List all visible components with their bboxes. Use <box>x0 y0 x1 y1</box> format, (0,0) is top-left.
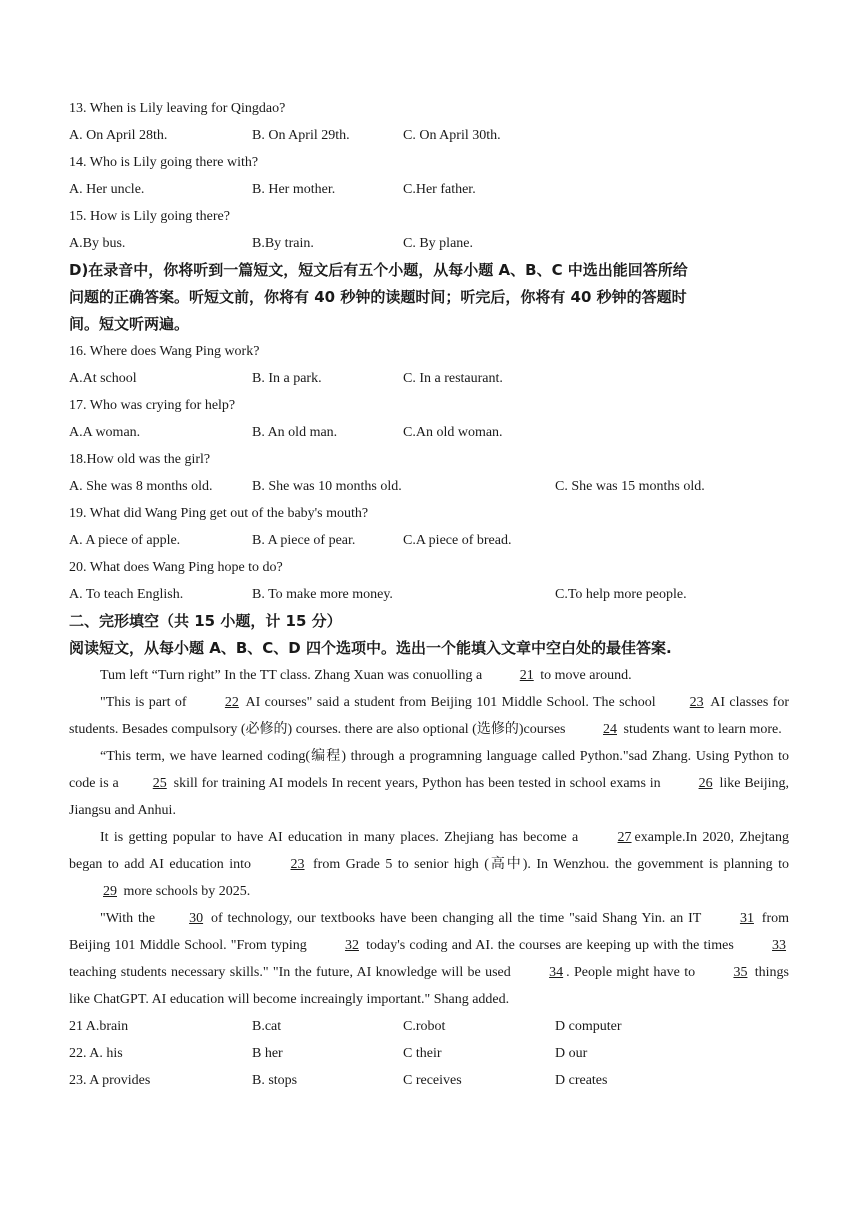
blank-31: 31 <box>739 911 754 926</box>
option-a: 23. A provides <box>69 1073 151 1088</box>
blank-22: 22 <box>224 695 239 710</box>
blank-29: 29 <box>103 884 117 899</box>
question-15 <box>69 203 789 230</box>
blank-27: 27 <box>617 830 632 845</box>
passage-text: like Beijing, Jiangsu and Anhui. <box>69 776 790 818</box>
option-a: A. Her uncle. <box>69 182 145 197</box>
blank-35: 35 <box>733 965 748 980</box>
passage-text: students want to learn more. <box>623 722 782 737</box>
passage-text: example.In 2020, Zhejtang began to add AI education into <box>69 830 790 872</box>
question-text: 14. Who is Lily going there with? <box>69 155 259 170</box>
option-a: A. She was 8 months old. <box>69 479 213 494</box>
option-c: C.robot <box>403 1019 446 1034</box>
cloze-paragraph-2 <box>69 689 789 743</box>
option-c: C.An old woman. <box>403 425 503 440</box>
passage-text: Tum left “Turn right” In the TT class. Zhang Xuan was conuolling a <box>100 668 483 683</box>
question-text: 15. How is Lily going there? <box>69 209 230 224</box>
option-a: A.A woman. <box>69 425 141 440</box>
option-b: B. A piece of pear. <box>252 533 356 548</box>
question-text: 19. What did Wang Ping get out of the baby's mouth? <box>69 506 369 521</box>
question-text: 20. What does Wang Ping hope to do? <box>69 560 283 575</box>
option-a: A. A piece of apple. <box>69 533 181 548</box>
option-b: B her <box>252 1046 283 1061</box>
passage-text: to move around. <box>540 668 632 683</box>
passage-text: AI classes for students. Besades compulsory (必修的) courses. there are also optional (选修的)courses <box>69 695 790 737</box>
blank-25: 25 <box>152 776 167 791</box>
cloze-paragraph-4 <box>69 824 789 905</box>
question-14 <box>69 149 789 176</box>
option-a: 22. A. his <box>69 1046 123 1061</box>
passage-text: “This term, we have learned coding(编程) through a programning language called Python."sad Zhang. Using Python to code is a <box>69 749 789 791</box>
passage-text: more schools by 2025. <box>123 884 251 899</box>
question-17 <box>69 392 789 419</box>
part2-instruction: 阅读短文，从每小题 A、B、C、D 四个选项中。选出一个能填入文章中空白处的最佳答案. <box>69 639 672 657</box>
cloze-paragraph-5 <box>69 905 789 1013</box>
option-a: 21 A.brain <box>69 1019 129 1034</box>
option-c: C receives <box>403 1073 462 1088</box>
question-13 <box>69 95 789 122</box>
options-20 <box>69 581 789 608</box>
blank-21: 21 <box>519 668 534 683</box>
blank-23: 23 <box>689 695 704 710</box>
option-b: B. Her mother. <box>252 182 336 197</box>
question-19 <box>69 500 789 527</box>
options-19 <box>69 527 789 554</box>
blank-24: 24 <box>603 722 617 737</box>
passage-text: from Grade 5 to senior high (高中). In Wenzhou. the govemment is planning to <box>313 857 790 872</box>
option-b: B. On April 29th. <box>252 128 350 143</box>
blank-32: 32 <box>344 938 359 953</box>
options-15 <box>69 230 789 257</box>
passage-text: teaching students necessary skills." "In the future, AI knowledge will be used <box>69 965 511 980</box>
options-21 <box>69 1013 789 1040</box>
part2-title: 二、完形填空（共 15 小题，计 15 分） <box>69 612 342 630</box>
passage-text: It is getting popular to have AI education in many places. Zhejiang has become a <box>100 830 579 845</box>
question-text: 13. When is Lily leaving for Qingdao? <box>69 101 286 116</box>
option-b: B. She was 10 months old. <box>252 479 402 494</box>
question-text: 17. Who was crying for help? <box>69 398 236 413</box>
options-16 <box>69 365 789 392</box>
options-14 <box>69 176 789 203</box>
option-c: C. On April 30th. <box>403 128 501 143</box>
options-23 <box>69 1067 789 1094</box>
passage-text: skill for training AI models In recent years, Python has been tested in school exams in <box>173 776 661 791</box>
blank-33: 33 <box>772 938 787 953</box>
option-c: C. In a restaurant. <box>403 371 503 386</box>
question-16 <box>69 338 789 365</box>
question-text: 18.How old was the girl? <box>69 452 211 467</box>
option-a: A.By bus. <box>69 236 126 251</box>
option-c: C their <box>403 1046 442 1061</box>
instruction-line: D)在录音中，你将听到一篇短文，短文后有五个小题，从每小题 A、B、C 中选出能回答所给 <box>69 261 688 279</box>
exam-page <box>69 95 789 1094</box>
option-d: D our <box>555 1046 588 1061</box>
blank-34: 34 <box>549 965 564 980</box>
option-d: D computer <box>555 1019 622 1034</box>
option-b: B. In a park. <box>252 371 322 386</box>
option-b: B.By train. <box>252 236 314 251</box>
question-20 <box>69 554 789 581</box>
passage-text: "This is part of <box>100 695 187 710</box>
option-a: A. To teach English. <box>69 587 184 602</box>
passage-text: from Beijing 101 Middle School. "From typing <box>69 911 789 953</box>
cloze-paragraph-3 <box>69 743 789 824</box>
cloze-paragraph-1 <box>69 662 789 689</box>
passage-text: of technology, our textbooks have been changing all the time "said Shang Yin. an IT <box>210 911 702 926</box>
question-text: 16. Where does Wang Ping work? <box>69 344 260 359</box>
option-b: B. An old man. <box>252 425 338 440</box>
option-b: B. To make more money. <box>252 587 393 602</box>
instruction-line: 问题的正确答案。听短文前，你将有 40 秒钟的读题时间；听完后，你将有 40 秒钟的答题时 <box>69 288 687 306</box>
options-22 <box>69 1040 789 1067</box>
passage-text: "With the <box>100 911 156 926</box>
options-17 <box>69 419 789 446</box>
options-13 <box>69 122 789 149</box>
passage-text: things like ChatGPT. AI education will become increaingly important." Shang added. <box>69 965 790 1007</box>
passage-text: AI courses" said a student from Beijing 101 Middle School. The school <box>245 695 656 710</box>
instruction-line: 间。短文听两遍。 <box>69 315 190 333</box>
option-b: B.cat <box>252 1019 282 1034</box>
blank-26: 26 <box>698 776 713 791</box>
option-c: C. She was 15 months old. <box>555 479 705 494</box>
passage-text: . People might have to <box>566 965 696 980</box>
option-b: B. stops <box>252 1073 298 1088</box>
options-18 <box>69 473 789 500</box>
option-a: A. On April 28th. <box>69 128 168 143</box>
passage-text: today's coding and AI. the courses are keeping up with the times <box>366 938 734 953</box>
option-c: C.A piece of bread. <box>403 533 512 548</box>
section-d-instruction <box>69 257 789 338</box>
option-c: C. By plane. <box>403 236 473 251</box>
option-c: C.To help more people. <box>555 587 687 602</box>
blank-30: 30 <box>189 911 204 926</box>
option-d: D creates <box>555 1073 608 1088</box>
blank-28: 23 <box>290 857 305 872</box>
option-a: A.At school <box>69 371 137 386</box>
option-c: C.Her father. <box>403 182 476 197</box>
question-18 <box>69 446 789 473</box>
